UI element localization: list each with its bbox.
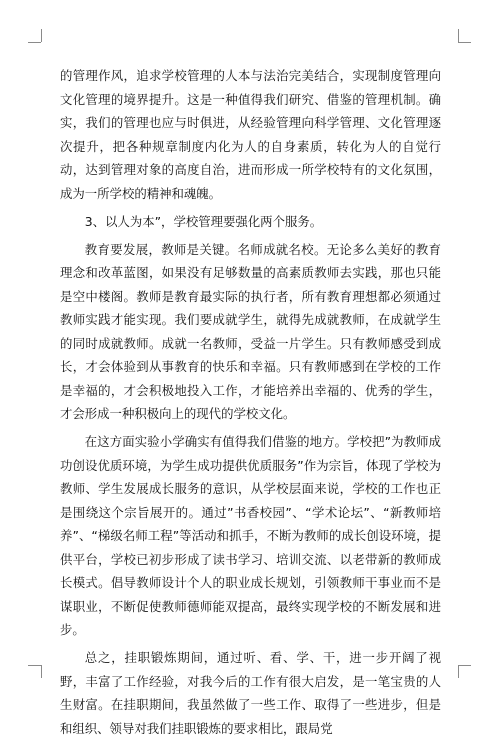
crop-mark-top-right-v [458,29,459,42]
crop-mark-bottom-right-h [458,665,471,666]
crop-mark-bottom-left-v [41,665,42,678]
paragraph-3: 教育要发展，教师是关键。名师成就名校。无论多么美好的教育理念和改革蓝图，如果没有足够数量的高素质教师去实践，那也只能是空中楼阁。教师是教育最实际的执行者，所有教育理想都必须通过教师实践才能实现。我们要成就学生，就得先成就教师，在成就学生的同时成就教师。成就一名教师，受益一片学生。只有教师感受到成长，才会体验到从事教育的快乐和幸福。只有教师感到在学校的工作是幸福的，才会积极地投入工作，才能培养出幸福的、优秀的学生，才会形成一种积极向上的现代的学校文化。 [60,241,441,421]
paragraph-1: 的管理作风，追求学校管理的人本与法治完美结合，实现制度管理向文化管理的境界提升。这是一种值得我们研究、借鉴的管理机制。确实，我们的管理也应与时俱进，从经验管理向科学管理、文化管理逐次提升，把各种规章制度内化为人的自身素质，转化为人的自觉行动，达到管理对象的高度自治，进而形成一所学校特有的文化氛围，成为一所学校的精神和魂魄。 [60,68,441,201]
paragraph-2-heading: 3、以人为本”，学校管理要强化两个服务。 [84,213,323,229]
crop-mark-top-left-h [28,42,41,43]
crop-mark-bottom-right-v [458,665,459,678]
document-body [60,64,441,740]
crop-mark-top-right-h [458,42,471,43]
paragraph-4: 在这方面实验小学确实有值得我们借鉴的地方。学校把”为教师成功创设优质环境，为学生成功提供优质服务”作为宗旨，体现了学校为教师、学生发展成长服务的意识，从学校层面来说，学校的工作也正是围绕这个宗旨展开的。通过”书香校园”、“学术论坛”、“新教师培养”、“梯级名师工程”等活动和抓手，不断为教师的成长创设环境，提供平台，学校已初步形成了读书学习、培训交流、以老带新的教师成长模式。倡导教师设计个人的职业成长规划，引领教师干事业而不是谋职业，不断促使教师德师能双提高，最终实现学校的不断发展和进步。 [60,434,441,637]
paragraph-5: 总之，挂职锻炼期间，通过听、看、学、干，进一步开阔了视野，丰富了工作经验，对我今后的工作有很大启发，是一笔宝贵的人生财富。在挂职期间，我虽然做了一些工作、取得了一些进步，但是和组织、领导对我们挂职锻炼的要求相比，跟局党 [60,650,441,736]
crop-mark-top-left-v [41,29,42,42]
crop-mark-bottom-left-h [28,665,41,666]
